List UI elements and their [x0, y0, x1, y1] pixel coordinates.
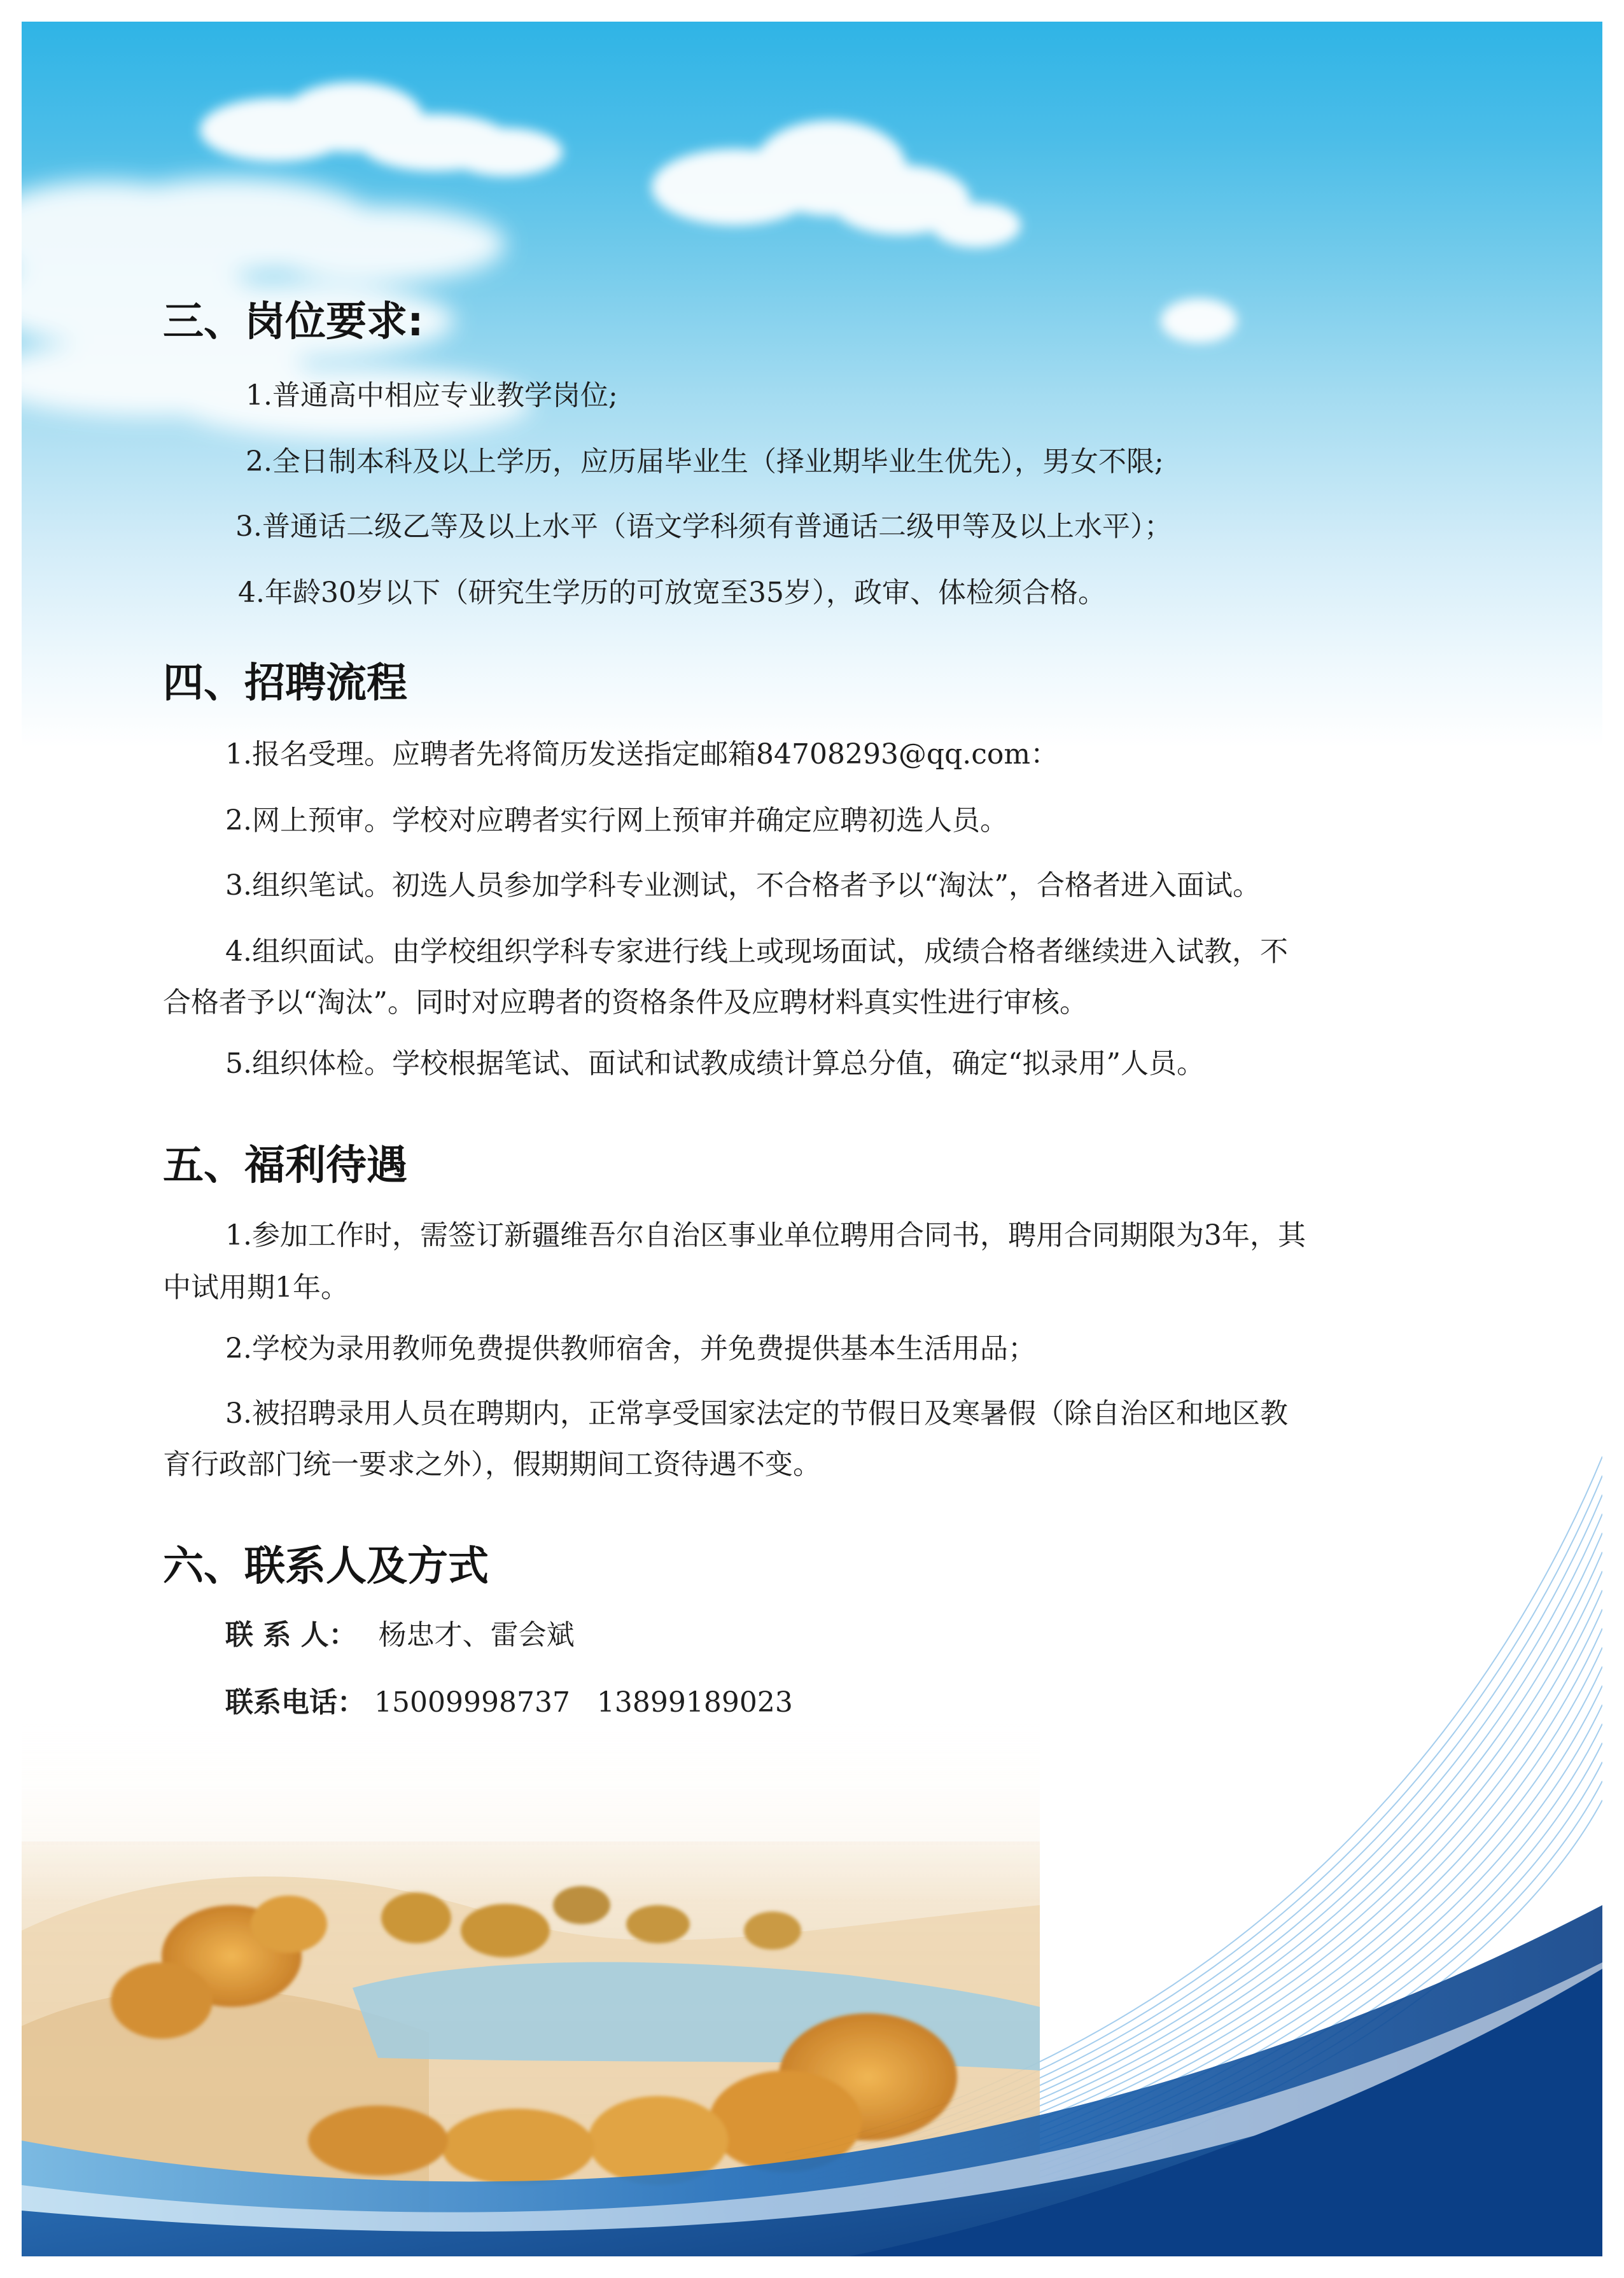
- section-3-item-3: 3.普通话二级乙等及以上水平（语文学科须有普通话二级甲等及以上水平）；: [235, 510, 1172, 543]
- section-5-item-1: 1.参加工作时，需签订新疆维吾尔自治区事业单位聘用合同书，聘用合同期限为3年，其: [225, 1219, 1306, 1252]
- section-4-item-4-cont: 合格者予以“淘汰”。同时对应聘者的资格条件及应聘材料真实性进行审核。: [163, 986, 1088, 1019]
- document-content: [22, 22, 1602, 2256]
- section-5-item-3-cont: 育行政部门统一要求之外），假期期间工资待遇不变。: [163, 1448, 821, 1481]
- section-3-title: 三、岗位要求:: [163, 298, 424, 346]
- section-4-item-5: 5.组织体检。学校根据笔试、面试和试教成绩计算总分值，确定“拟录用”人员。: [225, 1047, 1205, 1080]
- contact-phone-row: [225, 1685, 793, 1721]
- section-5-title: 五、福利待遇: [163, 1142, 407, 1189]
- section-3-item-2: 2.全日制本科及以上学历，应历届毕业生（择业期毕业生优先），男女不限;: [246, 445, 1164, 478]
- section-5-item-3: 3.被招聘录用人员在聘期内，正常享受国家法定的节假日及寒暑假（除自治区和地区教: [225, 1397, 1288, 1430]
- contact-person-value: 杨忠才、雷会斌: [378, 1619, 575, 1651]
- section-3-item-4: 4.年龄30岁以下（研究生学历的可放宽至35岁），政审、体检须合格。: [238, 576, 1106, 609]
- page-sheet: [22, 22, 1602, 2256]
- section-4-item-2: 2.网上预审。学校对应聘者实行网上预审并确定应聘初选人员。: [225, 804, 1008, 837]
- contact-phone-value: 15009998737 13899189023: [374, 1686, 793, 1719]
- section-4-title: 四、招聘流程: [163, 660, 407, 707]
- section-4-item-1: 1.报名受理。应聘者先将简历发送指定邮箱84708293@qq.com：: [225, 738, 1059, 771]
- section-4-item-4: 4.组织面试。由学校组织学科专家进行线上或现场面试，成绩合格者继续进入试教，不: [225, 935, 1288, 968]
- section-4-item-3: 3.组织笔试。初选人员参加学科专业测试，不合格者予以“淘汰”，合格者进入面试。: [225, 869, 1261, 902]
- contact-person-row: [225, 1618, 575, 1653]
- section-6-title: 六、联系人及方式: [163, 1543, 489, 1590]
- section-5-item-2: 2.学校为录用教师免费提供教师宿舍，并免费提供基本生活用品；: [225, 1332, 1036, 1365]
- contact-phone-label: 联系电话：: [225, 1686, 365, 1719]
- section-3-item-1: 1.普通高中相应专业教学岗位;: [246, 379, 618, 412]
- contact-person-label: 联 系 人：: [225, 1619, 357, 1651]
- section-5-item-1-cont: 中试用期1年。: [163, 1271, 349, 1304]
